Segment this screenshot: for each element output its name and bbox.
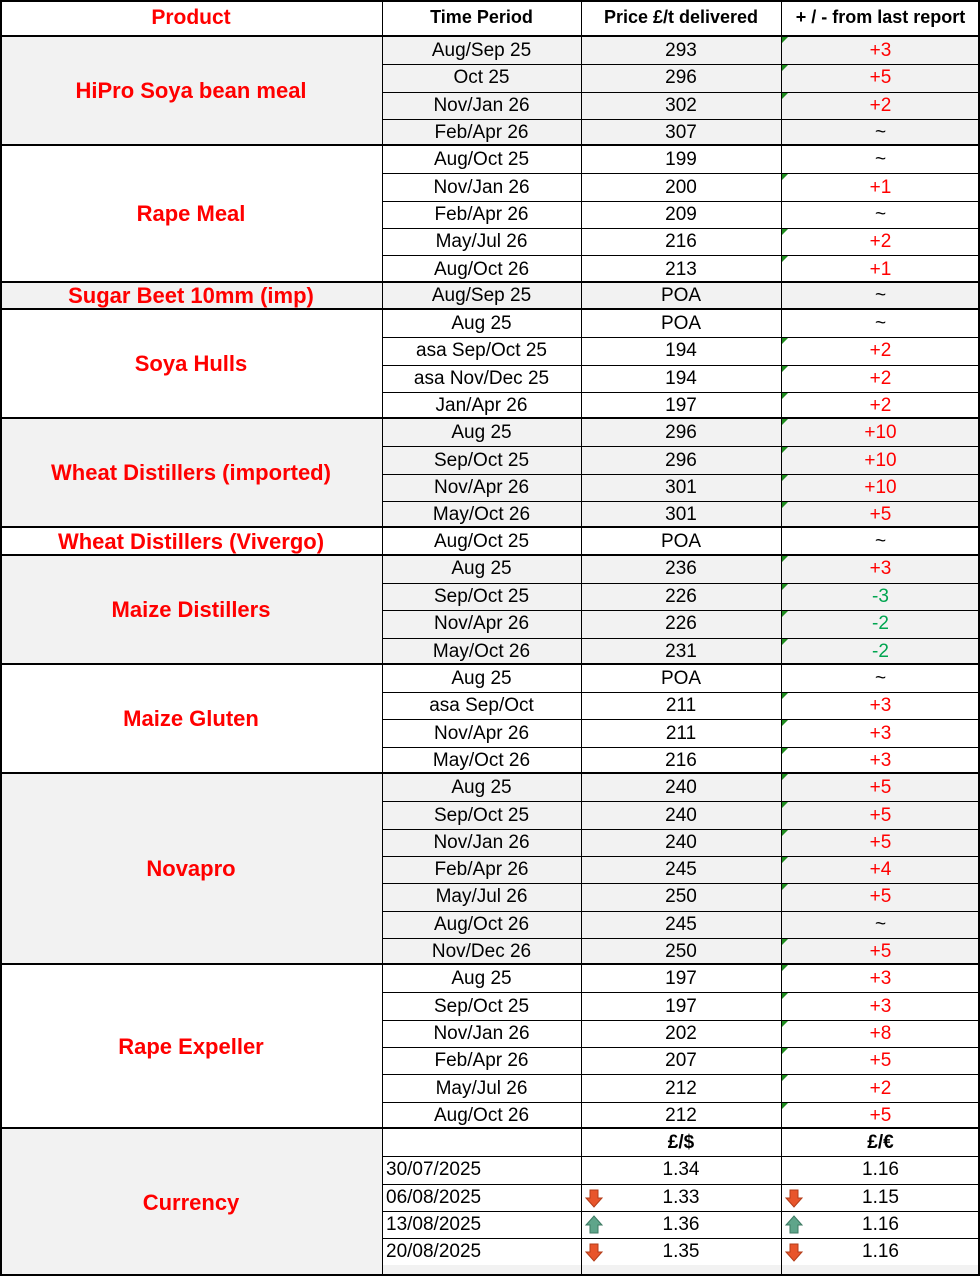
comment-marker-icon <box>781 802 788 809</box>
price-cell: 212 <box>665 1077 697 1099</box>
currency-row <box>382 1238 980 1265</box>
table-row <box>382 883 980 910</box>
product-group <box>0 144 980 282</box>
time-period-cell: Sep/Oct 25 <box>433 449 530 471</box>
change-cell: +3 <box>781 748 980 774</box>
comment-marker-icon <box>781 720 788 727</box>
change-cell: +3 <box>781 720 980 746</box>
table-row <box>382 419 980 446</box>
product-name: Maize Gluten <box>123 705 259 731</box>
price-cell: 240 <box>665 776 697 798</box>
change-cell: +4 <box>781 857 980 883</box>
time-period-cell: Feb/Apr 26 <box>434 859 529 881</box>
time-period-cell: Nov/Apr 26 <box>433 613 530 635</box>
price-cell: 226 <box>665 613 697 635</box>
price-cell: 245 <box>665 913 697 935</box>
price-cell: 296 <box>665 421 697 443</box>
price-cell: 211 <box>665 722 697 744</box>
header-price: Price £/t delivered <box>603 7 759 27</box>
comment-marker-icon <box>781 774 788 781</box>
table-row <box>382 665 980 692</box>
price-cell: 197 <box>665 967 697 989</box>
change-cell: +3 <box>781 556 980 583</box>
table-row <box>382 474 980 501</box>
price-cell: 296 <box>665 67 697 89</box>
change-cell: +10 <box>781 419 980 446</box>
change-cell: +5 <box>781 884 980 910</box>
comment-marker-icon <box>781 366 788 373</box>
product-name: Soya Hulls <box>134 351 248 377</box>
change-cell: +2 <box>781 366 980 392</box>
product-name: Novapro <box>146 856 236 882</box>
change-cell: +3 <box>781 993 980 1019</box>
time-period-cell: Aug 25 <box>451 776 512 798</box>
price-cell: 211 <box>665 695 697 717</box>
usd-rate-value: 1.36 <box>662 1214 700 1236</box>
product-name: Maize Distillers <box>111 596 271 622</box>
comment-marker-icon <box>781 502 788 509</box>
currency-usd-cell <box>581 1239 781 1265</box>
change-cell: ~ <box>874 148 887 170</box>
change-cell: ~ <box>874 913 887 935</box>
down-arrow-icon <box>584 1188 604 1208</box>
usd-rate-value: 1.35 <box>662 1241 700 1263</box>
table-row <box>382 1020 980 1047</box>
price-cell: 207 <box>665 1050 697 1072</box>
comment-marker-icon <box>781 1021 788 1028</box>
eur-rate-value: 1.16 <box>862 1159 899 1181</box>
price-cell: 194 <box>665 367 697 389</box>
comment-marker-icon <box>781 639 788 646</box>
column-divider <box>581 0 582 1276</box>
price-cell: 240 <box>665 831 697 853</box>
table-row <box>382 938 980 965</box>
table-row <box>382 64 980 91</box>
currency-blank-cell <box>382 1129 581 1156</box>
change-cell: +5 <box>781 1048 980 1074</box>
currency-eur-cell <box>781 1185 980 1211</box>
product-name: Rape Expeller <box>118 1033 264 1059</box>
table-row <box>382 173 980 200</box>
change-cell: +5 <box>781 1103 980 1129</box>
time-period-cell: asa Sep/Oct 25 <box>416 340 547 362</box>
change-cell: +5 <box>781 939 980 965</box>
comment-marker-icon <box>781 419 788 426</box>
table-row <box>382 528 980 555</box>
time-period-cell: Sep/Oct 25 <box>433 586 530 608</box>
time-period-cell: Aug/Oct 25 <box>433 531 530 553</box>
price-cell: 216 <box>665 749 697 771</box>
comment-marker-icon <box>781 965 788 972</box>
currency-row <box>382 1184 980 1211</box>
table-row <box>382 255 980 282</box>
price-cell: 240 <box>665 804 697 826</box>
product-name: HiPro Soya bean meal <box>75 78 307 104</box>
comment-marker-icon <box>781 748 788 755</box>
change-cell: +10 <box>781 475 980 501</box>
price-cell: 302 <box>665 94 697 116</box>
time-period-cell: Aug 25 <box>451 558 512 580</box>
time-period-cell: Nov/Jan 26 <box>433 94 530 116</box>
time-period-cell: asa Nov/Dec 25 <box>413 367 550 389</box>
table-header <box>0 0 980 35</box>
time-period-cell: Aug 25 <box>451 967 512 989</box>
comment-marker-icon <box>781 65 788 72</box>
currency-row <box>382 1156 980 1183</box>
currency-group <box>0 1127 980 1276</box>
comment-marker-icon <box>781 256 788 263</box>
time-period-cell: May/Jul 26 <box>435 886 528 908</box>
table-row <box>382 719 980 746</box>
table-row <box>382 1047 980 1074</box>
table-row <box>382 310 980 337</box>
time-period-cell: May/Jul 26 <box>435 231 528 253</box>
product-name: Wheat Distillers (imported) <box>51 460 331 486</box>
table-row <box>382 1074 980 1101</box>
price-cell: POA <box>660 312 702 334</box>
currency-usd-cell <box>581 1212 781 1238</box>
product-group <box>0 772 980 964</box>
product-group <box>0 308 980 418</box>
table-row <box>382 283 980 310</box>
time-period-cell: Sep/Oct 25 <box>433 804 530 826</box>
product-name: Wheat Distillers (Vivergo) <box>57 528 325 554</box>
column-divider <box>781 0 782 1276</box>
price-cell: 197 <box>665 995 697 1017</box>
price-cell: POA <box>660 667 702 689</box>
eur-rate-value: 1.15 <box>862 1186 899 1208</box>
comment-marker-icon <box>781 229 788 236</box>
change-cell: +5 <box>781 774 980 801</box>
time-period-cell: Nov/Apr 26 <box>433 722 530 744</box>
time-period-cell: Feb/Apr 26 <box>434 203 529 225</box>
table-row <box>382 583 980 610</box>
price-cell: 202 <box>665 1022 697 1044</box>
change-cell: +2 <box>781 93 980 119</box>
change-cell: -3 <box>781 584 980 610</box>
table-row <box>382 965 980 992</box>
eur-rate-value: 1.16 <box>862 1241 899 1263</box>
comment-marker-icon <box>781 37 788 44</box>
table-row <box>382 446 980 473</box>
price-cell: 245 <box>665 859 697 881</box>
price-cell: 199 <box>665 148 697 170</box>
change-cell: ~ <box>874 531 887 553</box>
product-group <box>0 663 980 773</box>
price-cell: 301 <box>665 504 697 526</box>
change-cell: +10 <box>781 447 980 473</box>
header-product: Product <box>151 5 231 29</box>
change-cell: +3 <box>781 693 980 719</box>
price-cell: POA <box>660 285 702 307</box>
table-row <box>382 911 980 938</box>
table-row <box>382 556 980 583</box>
time-period-cell: May/Oct 26 <box>432 504 531 526</box>
time-period-cell: Feb/Apr 26 <box>434 1050 529 1072</box>
price-cell: 212 <box>665 1104 697 1126</box>
currency-eur-header: £/€ <box>867 1131 894 1153</box>
time-period-cell: Aug 25 <box>451 421 512 443</box>
table-row <box>382 992 980 1019</box>
product-group <box>0 554 980 664</box>
price-cell: 197 <box>665 395 697 417</box>
currency-header-row <box>382 1129 980 1156</box>
price-cell: 226 <box>665 586 697 608</box>
change-cell: +2 <box>781 393 980 419</box>
time-period-cell: Nov/Apr 26 <box>433 476 530 498</box>
price-cell: 216 <box>665 231 697 253</box>
table-row <box>382 747 980 774</box>
change-cell: ~ <box>874 312 887 334</box>
product-group <box>0 963 980 1128</box>
product-group <box>0 281 980 309</box>
table-row <box>382 146 980 173</box>
time-period-cell: Aug/Sep 25 <box>431 285 532 307</box>
comment-marker-icon <box>781 939 788 946</box>
table-row <box>382 119 980 146</box>
change-cell: +1 <box>781 174 980 200</box>
comment-marker-icon <box>781 857 788 864</box>
product-name: Sugar Beet 10mm (imp) <box>68 282 314 308</box>
change-cell: +2 <box>781 338 980 364</box>
price-cell: 200 <box>665 176 697 198</box>
table-row <box>382 856 980 883</box>
price-cell: 194 <box>665 340 697 362</box>
time-period-cell: Feb/Apr 26 <box>434 122 529 144</box>
usd-rate-value: 1.34 <box>662 1159 700 1181</box>
price-cell: 250 <box>665 941 697 963</box>
usd-rate-value: 1.33 <box>662 1186 700 1208</box>
column-divider <box>382 0 383 1276</box>
price-cell: 301 <box>665 476 697 498</box>
currency-usd-cell <box>581 1185 781 1211</box>
table-row <box>382 392 980 419</box>
price-cell: 307 <box>665 122 697 144</box>
time-period-cell: Nov/Jan 26 <box>433 831 530 853</box>
change-cell: -2 <box>781 639 980 665</box>
product-group <box>0 526 980 554</box>
product-name: Rape Meal <box>136 200 246 226</box>
currency-date-cell: 30/07/2025 <box>386 1159 482 1181</box>
comment-marker-icon <box>781 993 788 1000</box>
table-row <box>382 801 980 828</box>
price-cell: POA <box>660 531 702 553</box>
table-row <box>382 610 980 637</box>
price-cell: 250 <box>665 886 697 908</box>
comment-marker-icon <box>781 393 788 400</box>
comment-marker-icon <box>781 1075 788 1082</box>
currency-eur-cell <box>781 1157 980 1183</box>
table-row <box>382 501 980 528</box>
currency-usd-header: £/$ <box>667 1131 695 1153</box>
table-row <box>382 638 980 665</box>
table-row <box>382 37 980 64</box>
currency-label: Currency <box>142 1189 240 1215</box>
table-row <box>382 829 980 856</box>
currency-usd-cell <box>581 1157 781 1183</box>
comment-marker-icon <box>781 584 788 591</box>
change-cell: +8 <box>781 1021 980 1047</box>
change-cell: +5 <box>781 65 980 91</box>
time-period-cell: Aug 25 <box>451 312 512 334</box>
time-period-cell: Nov/Jan 26 <box>433 176 530 198</box>
change-cell: +3 <box>781 37 980 64</box>
change-cell: ~ <box>874 667 887 689</box>
eur-rate-value: 1.16 <box>862 1214 899 1236</box>
currency-eur-cell <box>781 1212 980 1238</box>
table-row <box>382 774 980 801</box>
table-row <box>382 365 980 392</box>
comment-marker-icon <box>781 693 788 700</box>
header-time-period: Time Period <box>430 7 533 27</box>
change-cell: +5 <box>781 802 980 828</box>
change-cell: +5 <box>781 502 980 528</box>
comment-marker-icon <box>781 475 788 482</box>
change-cell: +2 <box>781 229 980 255</box>
change-cell: ~ <box>874 122 887 144</box>
time-period-cell: Oct 25 <box>453 67 510 89</box>
change-cell: -2 <box>781 611 980 637</box>
time-period-cell: Aug/Oct 26 <box>433 258 530 280</box>
comment-marker-icon <box>781 884 788 891</box>
down-arrow-icon <box>584 1242 604 1262</box>
down-arrow-icon <box>784 1188 804 1208</box>
change-cell: +1 <box>781 256 980 282</box>
currency-date-cell: 13/08/2025 <box>386 1214 482 1236</box>
currency-date-cell: 06/08/2025 <box>386 1186 482 1208</box>
product-group <box>0 417 980 527</box>
comment-marker-icon <box>781 93 788 100</box>
price-cell: 296 <box>665 449 697 471</box>
comment-marker-icon <box>781 174 788 181</box>
change-cell: +5 <box>781 830 980 856</box>
up-arrow-icon <box>784 1215 804 1235</box>
change-cell: +2 <box>781 1075 980 1101</box>
table-row <box>382 228 980 255</box>
price-cell: 236 <box>665 558 697 580</box>
time-period-cell: May/Jul 26 <box>435 1077 528 1099</box>
comment-marker-icon <box>781 447 788 454</box>
table-row <box>382 337 980 364</box>
change-cell: ~ <box>874 203 887 225</box>
time-period-cell: Aug/Oct 26 <box>433 913 530 935</box>
price-cell: 209 <box>665 203 697 225</box>
currency-row <box>382 1211 980 1238</box>
header-change: + / - from last report <box>795 7 966 27</box>
time-period-cell: Aug/Oct 26 <box>433 1104 530 1126</box>
price-cell: 231 <box>665 640 697 662</box>
table-row <box>382 1102 980 1129</box>
price-cell: 293 <box>665 39 697 61</box>
time-period-cell: Aug 25 <box>451 667 512 689</box>
time-period-cell: Aug/Sep 25 <box>431 39 532 61</box>
comment-marker-icon <box>781 830 788 837</box>
comment-marker-icon <box>781 1048 788 1055</box>
up-arrow-icon <box>584 1215 604 1235</box>
table-row <box>382 692 980 719</box>
down-arrow-icon <box>784 1242 804 1262</box>
time-period-cell: May/Oct 26 <box>432 749 531 771</box>
change-cell: ~ <box>874 285 887 307</box>
comment-marker-icon <box>781 556 788 563</box>
time-period-cell: Nov/Dec 26 <box>431 941 532 963</box>
currency-eur-cell <box>781 1239 980 1265</box>
change-cell: +3 <box>781 965 980 992</box>
comment-marker-icon <box>781 1103 788 1110</box>
table-row <box>382 92 980 119</box>
price-cell: 213 <box>665 258 697 280</box>
product-group <box>0 35 980 145</box>
currency-date-cell: 20/08/2025 <box>386 1241 482 1263</box>
comment-marker-icon <box>781 611 788 618</box>
table-row <box>382 201 980 228</box>
time-period-cell: Nov/Jan 26 <box>433 1022 530 1044</box>
time-period-cell: Jan/Apr 26 <box>435 395 528 417</box>
time-period-cell: May/Oct 26 <box>432 640 531 662</box>
comment-marker-icon <box>781 338 788 345</box>
time-period-cell: asa Sep/Oct <box>429 695 534 717</box>
time-period-cell: Sep/Oct 25 <box>433 995 530 1017</box>
time-period-cell: Aug/Oct 25 <box>433 148 530 170</box>
